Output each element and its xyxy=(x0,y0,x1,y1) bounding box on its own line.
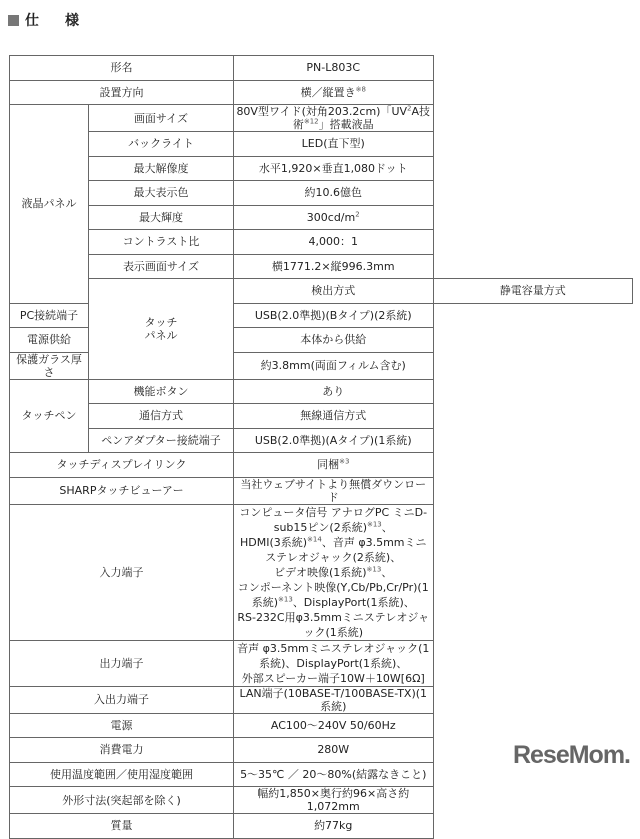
label: ペンアダプター接続端子 xyxy=(89,428,234,453)
label: SHARPタッチビューアー xyxy=(10,477,234,504)
value: 4,000：1 xyxy=(234,230,434,255)
table-row xyxy=(10,504,633,640)
label: 表示画面サイズ xyxy=(89,254,234,279)
label: 形名 xyxy=(10,56,234,81)
label: 機能ボタン xyxy=(89,379,234,404)
label: 入力端子 xyxy=(10,504,234,640)
label: 出力端子 xyxy=(10,640,234,686)
spec-table xyxy=(9,55,633,839)
table-row xyxy=(10,640,633,686)
table-row xyxy=(10,205,633,230)
table-row xyxy=(10,404,633,429)
label: 最大表示色 xyxy=(89,181,234,206)
square-bullet-icon xyxy=(8,15,19,26)
value: USB(2.0準拠)(Aタイプ)(1系統) xyxy=(234,428,434,453)
value: PN-L803C xyxy=(234,56,434,81)
table-row xyxy=(10,713,633,738)
value: 水平1,920×垂直1,080ドット xyxy=(234,156,434,181)
table-row xyxy=(10,814,633,839)
table-row xyxy=(10,787,633,814)
label: 保護ガラス厚さ xyxy=(10,352,89,379)
label: 使用温度範囲／使用湿度範囲 xyxy=(10,762,234,787)
value: 横／縦置き$^{※8}$ xyxy=(234,80,434,105)
heading-text: 仕 様 xyxy=(25,13,85,29)
label: 設置方向 xyxy=(10,80,234,105)
group-label: タッチ パネル xyxy=(89,279,234,380)
value: LED(直下型) xyxy=(234,132,434,157)
value: 約10.6億色 xyxy=(234,181,434,206)
value: 約77kg xyxy=(234,814,434,839)
value: 無線通信方式 xyxy=(234,404,434,429)
value: 本体から供給 xyxy=(234,328,434,353)
label: 最大輝度 xyxy=(89,205,234,230)
watermark-logo: ReseMom. xyxy=(512,741,630,769)
label: 通信方式 xyxy=(89,404,234,429)
section-heading xyxy=(8,10,85,30)
value: コンピュータ信号 アナログPC ミニD-sub15ピン(2系統)$^{※13}$、 HDMI(3系統)$^{※14}$、音声 φ3.5mmミニステレオジャック(2系統)、 ビデオ映像(1系統)$^{※13}$、 コンポーネント映像(Y,Cb/Pb,Cr/Pr)(1系統)$^{※13}$、DisplayPort(1系統)、 RS-232C用φ3.5mmミニステレオジャック(1系統) xyxy=(234,504,434,640)
table-row xyxy=(10,254,633,279)
value: 5～35℃ ／ 20～80%(結露なきこと) xyxy=(234,762,434,787)
table-row xyxy=(10,477,633,504)
label: 入出力端子 xyxy=(10,686,234,713)
table-row xyxy=(10,686,633,713)
label: 消費電力 xyxy=(10,738,234,763)
table-row xyxy=(10,181,633,206)
value: 同梱$^{※3}$ xyxy=(234,453,434,478)
label: 最大解像度 xyxy=(89,156,234,181)
table-row xyxy=(10,132,633,157)
label: タッチディスプレイリンク xyxy=(10,453,234,478)
value: 当社ウェブサイトより無償ダウンロード xyxy=(234,477,434,504)
table-row xyxy=(10,80,633,105)
table-row xyxy=(10,428,633,453)
table-row xyxy=(10,379,633,404)
label: 画面サイズ xyxy=(89,105,234,132)
value: あり xyxy=(234,379,434,404)
table-row xyxy=(10,279,633,304)
table-row xyxy=(10,56,633,81)
label: 質量 xyxy=(10,814,234,839)
group-label: タッチペン xyxy=(10,379,89,453)
value: 280W xyxy=(234,738,434,763)
value: USB(2.0準拠)(Bタイプ)(2系統) xyxy=(234,303,434,328)
table-row xyxy=(10,156,633,181)
group-label: 液晶パネル xyxy=(10,105,89,304)
label: PC接続端子 xyxy=(10,303,89,328)
value: 80V型ワイド(対角203.2cm)「$UV^2A$技術$^{※12}$」搭載液晶 xyxy=(234,105,434,132)
value: 幅約1,850×奥行約96×高さ約1,072mm xyxy=(234,787,434,814)
label: 検出方式 xyxy=(234,279,434,304)
value: 横1771.2×縦996.3mm xyxy=(234,254,434,279)
value: 約3.8mm(両面フィルム含む) xyxy=(234,352,434,379)
value: AC100～240V 50/60Hz xyxy=(234,713,434,738)
label: 電源 xyxy=(10,713,234,738)
table-row xyxy=(10,105,633,132)
label: 電源供給 xyxy=(10,328,89,353)
table-row xyxy=(10,453,633,478)
value: LAN端子(10BASE-T/100BASE-TX)(1系統) xyxy=(234,686,434,713)
label: バックライト xyxy=(89,132,234,157)
label: 外形寸法(突起部を除く) xyxy=(10,787,234,814)
value: 静電容量方式 xyxy=(433,279,633,304)
value: 音声 φ3.5mmミニステレオジャック(1系統)、DisplayPort(1系統)、 外部スピーカー端子10W＋10W[6Ω] xyxy=(234,640,434,686)
label: コントラスト比 xyxy=(89,230,234,255)
table-row xyxy=(10,230,633,255)
value: $300cd/m^2$ xyxy=(234,205,434,230)
